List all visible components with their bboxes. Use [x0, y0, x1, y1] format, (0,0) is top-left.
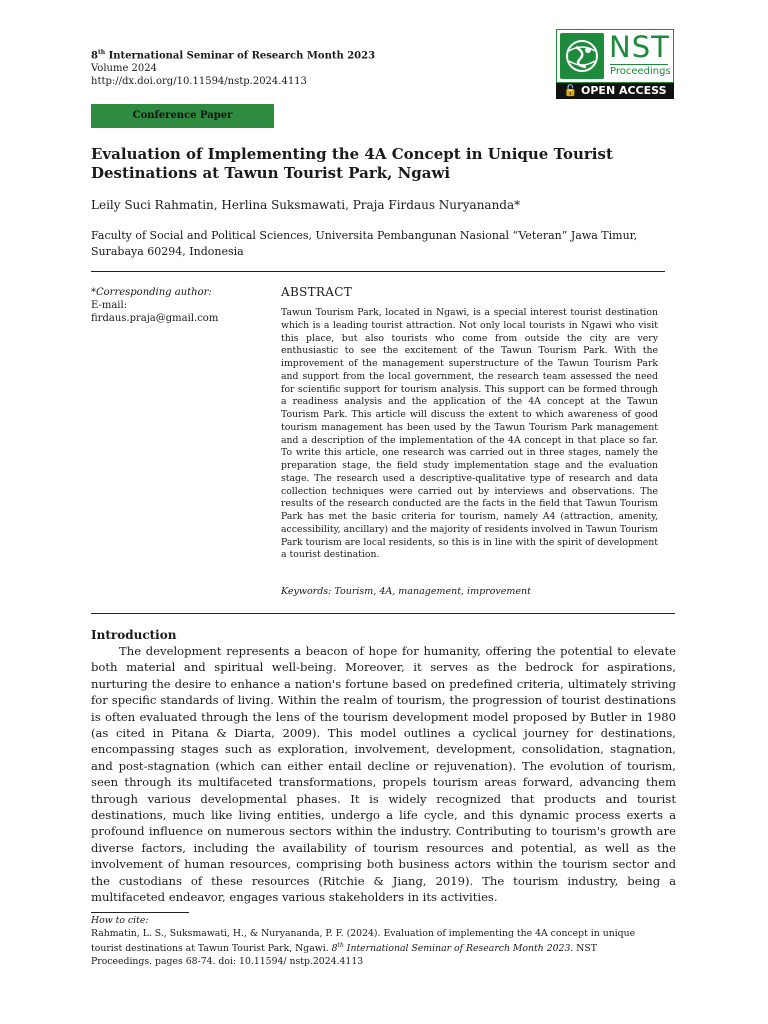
- open-access-badge: 🔓 OPEN ACCESS: [556, 83, 674, 99]
- abstract-text: Tawun Tourism Park, located in Ngawi, is a special interest tourist destination which is a leading tourist attraction. Not only local tourists in Ngawi who visit this place, but also tourists who come from outside the city are very enthusiastic to see the excitement of the Tawun Tourism Park. With the improvement of the management superstructure of the Tawun Tourism Park and support from the local government, the research team assessed the need for scientific support for tourism analysis. This support can be formed through a readiness analysis and the application of the 4A concept at the Tawun Tourism Park. This article will discuss the extent to which awareness of good tourism management has been used by the Tawun Tourism Park management and a description of the implementation of the 4A concept in that place so far. To write this article, one research was carried out in three stages, namely the preparation stage, the field study implementation stage and the evaluation stage. The research used a descriptive-qualitative type of research and data collection techniques were carried out by interviews and observations. The results of the research conducted are the facts in the field that Tawun Tourism Park has met the basic criteria for tourism, namely A4 (attraction, amenity, accessibility, ancillary) and the majority of residents involved in Tawun Tourism Park tourism are local residents, so this is in line with the spirit of development a tourist destination.: [281, 307, 658, 561]
- introduction-heading: Introduction: [91, 628, 177, 642]
- header-meta: [91, 46, 375, 88]
- abstract-heading: ABSTRACT: [281, 285, 352, 299]
- doi-link[interactable]: http://dx.doi.org/10.11594/nstp.2024.4113: [91, 76, 307, 88]
- affiliation: Faculty of Social and Political Sciences, Universita Pembangunan Nasional “Veteran” Jawa Timur, Surabaya 60294, Indonesia: [91, 229, 638, 258]
- top-divider: [91, 271, 665, 272]
- keywords: Keywords: Tourism, 4A, management, improvement: [281, 586, 531, 597]
- logo-subtitle: Proceedings: [610, 66, 671, 77]
- footnote-divider: [91, 912, 189, 913]
- nst-proceedings-logo: [556, 29, 674, 99]
- globe-emblem-icon: [560, 33, 604, 79]
- email-label: E-mail:: [91, 300, 128, 311]
- authors: Leily Suci Rahmatin, Herlina Suksmawati, Praja Firdaus Nuryananda*: [91, 198, 521, 212]
- corresponding-author: [91, 286, 261, 325]
- corresponding-label: *Corresponding author:: [91, 287, 212, 298]
- email-link[interactable]: firdaus.praja@gmail.com: [91, 313, 219, 324]
- introduction-paragraph: The development represents a beacon of hope for humanity, offering the potential to elevate both material and spiritual well-being. Moreover, it serves as the bedrock for aspirations, nurturing the desire to enhance a nation's fortune based on predefined criteria, ultimately striving for specific standards of living. Within the realm of tourism, the progression of tourist destinations is often evaluated through the lens of the tourism development model proposed by Butler in 1980 (as cited in Pitana & Diarta, 2009). This model outlines a cyclical journey for destinations, encompassing stages such as exploration, involvement, development, consolidation, stagnation, and post-stagnation (which can either entail decline or rejuvenation). The evolution of tourism, seen through its multifaceted transformations, propels tourism areas forward, advancing them through various developmental phases. It is widely recognized that products and tourist destinations, much like living entities, undergo a life cycle, and this dynamic process exerts a profound influence on numerous sectors within the industry. Contributing to tourism's growth are diverse factors, including the availability of tourism resources and potential, as well as the involvement of human resources, comprising both business actors within the tourism sector and the custodians of these resources (Ritchie & Jiang, 2019). The tourism industry, being a multifaceted endeavor, engages various stakeholders in its activities.: [91, 644, 676, 905]
- citation-footnote: [91, 915, 651, 968]
- paper-title: Evaluation of Implementing the 4A Concept in Unique Tourist Destinations at Tawun Tourist Park, Ngawi: [91, 145, 613, 182]
- introduction-body: [91, 643, 676, 906]
- volume: Volume 2024: [91, 63, 157, 75]
- abstract-divider: [91, 613, 675, 614]
- citation-label: How to cite:: [91, 915, 149, 926]
- citation-text: Rahmatin, L. S., Suksmawati, H., & Nuryananda, P. F. (2024). Evaluation of implementing the 4A concept in unique tourist destinations at Tawun Tourist Park, Ngawi. 8th International Seminar of Research Month 2023. NST Proceedings. pages 68-74. doi: 10.11594/ nstp.2024.4113: [91, 927, 636, 967]
- seminar-name: 8th International Seminar of Research Month 2023: [91, 49, 376, 62]
- paper-type-badge: Conference Paper: [91, 104, 274, 128]
- logo-name: NST: [609, 30, 670, 64]
